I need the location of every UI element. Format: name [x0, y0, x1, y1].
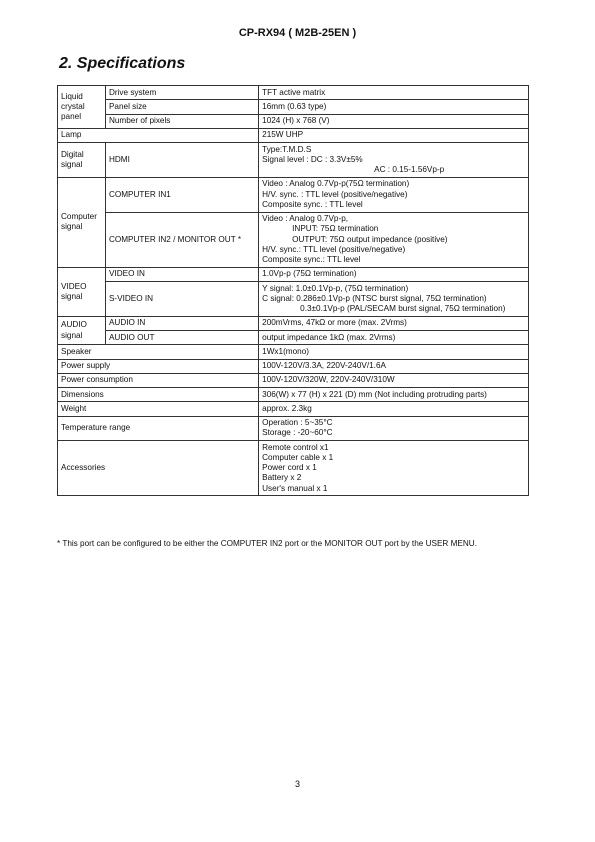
spec-value — [259, 143, 529, 178]
spec-line: Type:T.M.D.S — [262, 144, 312, 154]
spec-item: Number of pixels — [105, 114, 258, 128]
table-row — [58, 373, 529, 387]
spec-line: Composite sync. : TTL level — [262, 199, 363, 209]
row-label-power-supply: Power supply — [58, 359, 259, 373]
spec-value — [259, 416, 529, 441]
spec-value: 16mm (0.63 type) — [259, 100, 529, 114]
spec-line: Computer cable x 1 — [262, 452, 334, 462]
row-label-audio: AUDIO signal — [58, 316, 106, 345]
row-label-temperature: Temperature range — [58, 416, 259, 441]
spec-value: TFT active matrix — [259, 86, 529, 100]
table-row — [58, 143, 529, 178]
table-row — [58, 331, 529, 345]
spec-item: Panel size — [105, 100, 258, 114]
spec-value — [259, 282, 529, 317]
row-label-accessories: Accessories — [58, 441, 259, 496]
spec-value: output impedance 1kΩ (max. 2Vrms) — [259, 331, 529, 345]
table-row — [58, 267, 529, 281]
spec-line: OUTPUT: 75Ω output impedance (positive) — [292, 234, 448, 244]
row-label-dimensions: Dimensions — [58, 388, 259, 402]
spec-value: 100V-120V/320W, 220V-240V/310W — [259, 373, 529, 387]
row-label-computer: Computer signal — [58, 177, 106, 267]
table-row — [58, 282, 529, 317]
row-label-weight: Weight — [58, 402, 259, 416]
spec-item: Drive system — [105, 86, 258, 100]
spec-value: 1Wx1(mono) — [259, 345, 529, 359]
spec-value: 215W UHP — [259, 128, 529, 142]
spec-line: Storage : -20~60°C — [262, 428, 333, 438]
spec-line: 0.3±0.1Vp-p (PAL/SECAM burst signal, 75Ω termination) — [300, 304, 506, 313]
row-label-digital: Digital signal — [58, 143, 106, 178]
spec-value: 100V-120V/3.3A, 220V-240V/1.6A — [259, 359, 529, 373]
spec-value: 1024 (H) x 768 (V) — [259, 114, 529, 128]
spec-line: C signal: 0.286±0.1Vp-p (NTSC burst signal, 75Ω termination) — [262, 293, 487, 303]
spec-item: AUDIO IN — [105, 316, 258, 330]
spec-line: Video : Analog 0.7Vp-p, — [262, 214, 349, 223]
section-title: 2. Specifications — [59, 55, 186, 72]
table-row — [58, 316, 529, 330]
spec-item: AUDIO OUT — [105, 331, 258, 345]
spec-line: Y signal: 1.0±0.1Vp-p, (75Ω termination) — [262, 283, 409, 293]
table-row — [58, 388, 529, 402]
table-row — [58, 128, 529, 142]
spec-line: H/V. sync.: TTL level (positive/negative) — [262, 244, 406, 254]
spec-line: AC : 0.15-1.56Vp-p — [374, 165, 445, 174]
spec-item: HDMI — [105, 143, 258, 178]
table-row — [58, 402, 529, 416]
spec-line: Signal level : DC : 3.3V±5% — [262, 154, 363, 164]
spec-value: 1.0Vp-p (75Ω termination) — [259, 267, 529, 281]
spec-value: 306(W) x 77 (H) x 221 (D) mm (Not including protruding parts) — [259, 388, 529, 402]
footnote: * This port can be configured to be either the COMPUTER IN2 port or the MONITOR OUT port by the USER MENU. — [57, 539, 477, 548]
spec-line: User's manual x 1 — [262, 483, 328, 493]
spec-item: COMPUTER IN1 — [105, 177, 258, 212]
table-row — [58, 114, 529, 128]
spec-item: VIDEO IN — [105, 267, 258, 281]
table-row — [58, 100, 529, 114]
spec-line: Video : Analog 0.7Vp-p(75Ω termination) — [262, 179, 410, 189]
spec-line: Remote control x1 — [262, 442, 329, 452]
row-label-power-consumption: Power consumption — [58, 373, 259, 387]
table-row — [58, 441, 529, 496]
table-row — [58, 359, 529, 373]
spec-value: approx. 2.3kg — [259, 402, 529, 416]
row-label-lcd: Liquid crystal panel — [58, 86, 106, 129]
spec-value: 200mVrms, 47kΩ or more (max. 2Vrms) — [259, 316, 529, 330]
spec-line: INPUT: 75Ω termination — [292, 224, 379, 234]
table-row — [58, 86, 529, 100]
row-label-lamp: Lamp — [58, 128, 259, 142]
row-label-speaker: Speaker — [58, 345, 259, 359]
document-header: CP-RX94 ( M2B-25EN ) — [238, 27, 357, 39]
table-row — [58, 416, 529, 441]
spec-item: COMPUTER IN2 / MONITOR OUT * — [105, 212, 258, 267]
table-row — [58, 177, 529, 212]
spec-value — [259, 441, 529, 496]
spec-line: Power cord x 1 — [262, 463, 317, 472]
spec-value — [259, 212, 529, 267]
specifications-table — [57, 85, 529, 496]
table-row — [58, 212, 529, 267]
spec-line: Battery x 2 — [262, 473, 302, 483]
page-number: 3 — [294, 779, 300, 789]
spec-item: S-VIDEO IN — [105, 282, 258, 317]
spec-line: Composite sync.: TTL level — [262, 255, 361, 264]
table-row — [58, 345, 529, 359]
row-label-video: VIDEO signal — [58, 267, 106, 316]
spec-line: H/V. sync. : TTL level (positive/negative) — [262, 189, 408, 199]
spec-value — [259, 177, 529, 212]
spec-line: Operation : 5~35°C — [262, 418, 333, 427]
